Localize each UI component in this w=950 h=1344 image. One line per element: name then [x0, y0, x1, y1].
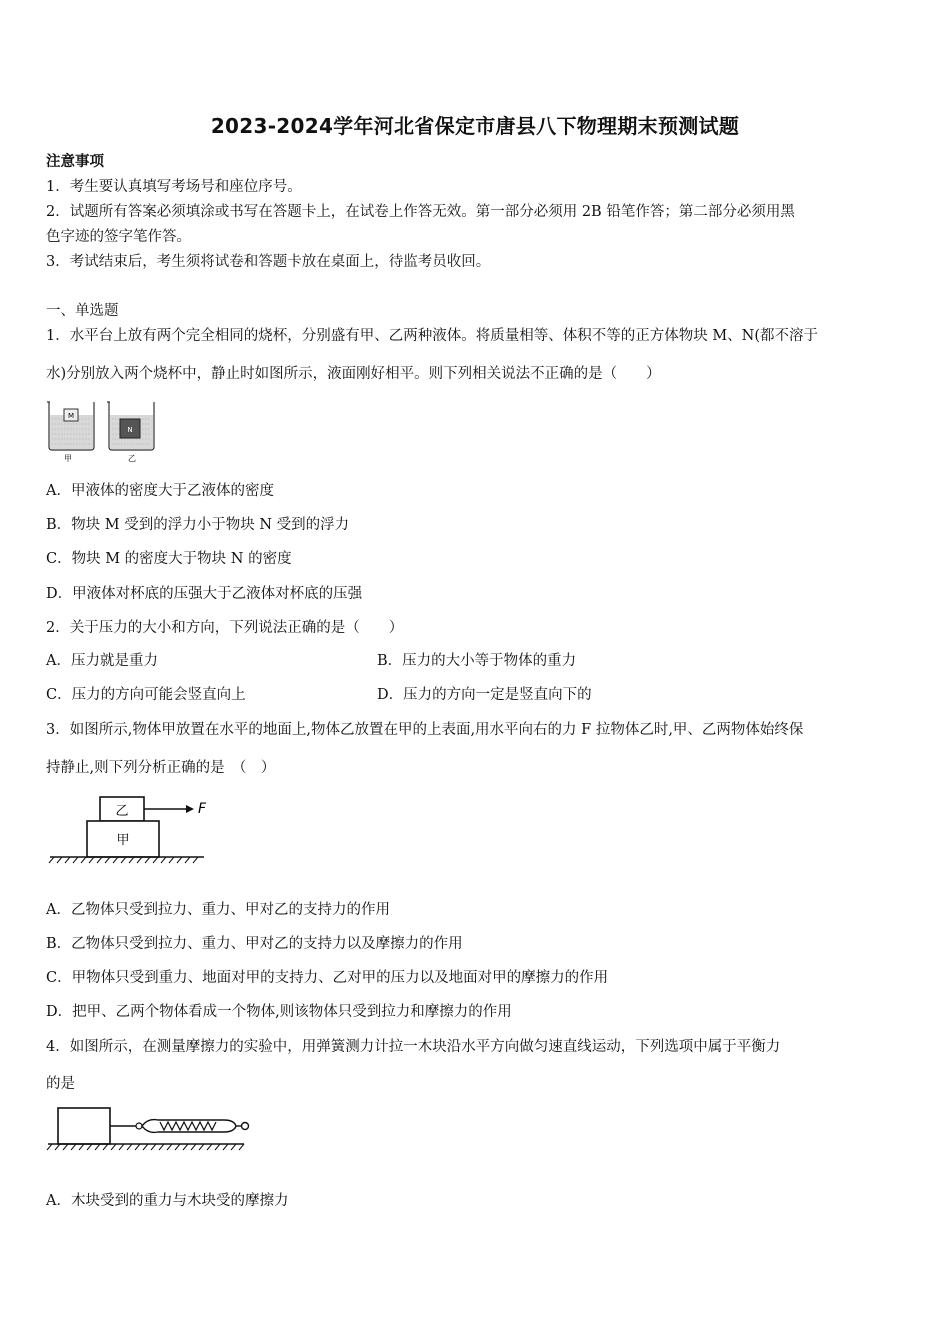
q4-stem-line1: 4．如图所示，在测量摩擦力的实验中，用弹簧测力计拉一木块沿水平方向做匀速直线运动，下列选项中属于平衡力	[46, 1039, 781, 1055]
q2-stem: 2．关于压力的大小和方向，下列说法正确的是（ ）	[46, 620, 404, 636]
q2-option-d: D．压力的方向一定是竖直向下的	[377, 687, 592, 703]
block-m-label: M	[67, 412, 75, 420]
beaker-left	[47, 402, 94, 450]
notice-item-3: 3．考试结束后，考生须将试卷和答题卡放在桌面上，待监考员收回。	[46, 254, 491, 270]
q4-stem-line2: 的是	[46, 1076, 75, 1092]
beaker-left-label: 甲	[64, 454, 72, 463]
q1-option-b: B．物块 M 受到的浮力小于物块 N 受到的浮力	[46, 517, 350, 533]
q2-option-b: B．压力的大小等于物体的重力	[377, 653, 577, 669]
page-title: 2023-2024学年河北省保定市唐县八下物理期末预测试题	[210, 114, 740, 138]
block-jia-label: 甲	[116, 833, 130, 848]
q1-beakers-figure	[46, 399, 161, 464]
notice-heading: 注意事项	[46, 153, 104, 170]
beaker-right-label: 乙	[128, 454, 136, 463]
notice-item-2: 2．试题所有答案必须填涂或书写在答题卡上，在试卷上作答无效。第一部分必须用 2B 铅笔作答；第二部分必须用黑	[46, 204, 795, 220]
q3-option-a: A．乙物体只受到拉力、重力、甲对乙的支持力的作用	[46, 902, 390, 918]
beaker-right	[107, 402, 154, 450]
q3-option-d: D．把甲、乙两个物体看成一个物体,则该物体只受到拉力和摩擦力的作用	[46, 1004, 512, 1020]
q3-option-c: C．甲物体只受到重力、地面对甲的支持力、乙对甲的压力以及地面对甲的摩擦力的作用	[46, 970, 609, 986]
q2-option-c: C．压力的方向可能会竖直向上	[46, 687, 246, 703]
q4-spring-scale-figure	[44, 1104, 254, 1154]
notice-item-1: 1．考生要认真填写考场号和座位序号。	[46, 179, 302, 195]
wood-block	[58, 1108, 110, 1144]
notice-item-2-cont: 色字迹的签字笔作答。	[46, 229, 191, 245]
force-label: F	[198, 801, 207, 817]
q1-stem-line1: 1．水平台上放有两个完全相同的烧杯，分别盛有甲、乙两种液体。将质量相等、体积不等的正方体物块 M、N(都不溶于	[46, 328, 819, 344]
q4-option-a: A．木块受到的重力与木块受的摩擦力	[46, 1193, 289, 1209]
q2-option-a: A．压力就是重力	[46, 653, 158, 669]
section-heading: 一、单选题	[46, 303, 119, 319]
q1-option-a: A．甲液体的密度大于乙液体的密度	[46, 483, 274, 499]
q3-stem-line2: 持静止,则下列分析正确的是 （ ）	[46, 760, 276, 776]
q3-blocks-figure	[46, 790, 216, 870]
spring-scale	[142, 1120, 236, 1133]
block-yi-label: 乙	[115, 804, 129, 819]
q3-stem-line1: 3．如图所示,物体甲放置在水平的地面上,物体乙放置在甲的上表面,用水平向右的力 F 拉物体乙时,甲、乙两物体始终保	[46, 722, 804, 738]
q1-option-c: C．物块 M 的密度大于物块 N 的密度	[46, 551, 292, 567]
q1-stem-line2: 水)分别放入两个烧杯中，静止时如图所示，液面刚好相平。则下列相关说法不正确的是（ ）	[46, 366, 661, 382]
block-n-label: N	[127, 426, 133, 434]
q1-option-d: D．甲液体对杯底的压强大于乙液体对杯底的压强	[46, 586, 363, 602]
q3-option-b: B．乙物体只受到拉力、重力、甲对乙的支持力以及摩擦力的作用	[46, 936, 463, 952]
